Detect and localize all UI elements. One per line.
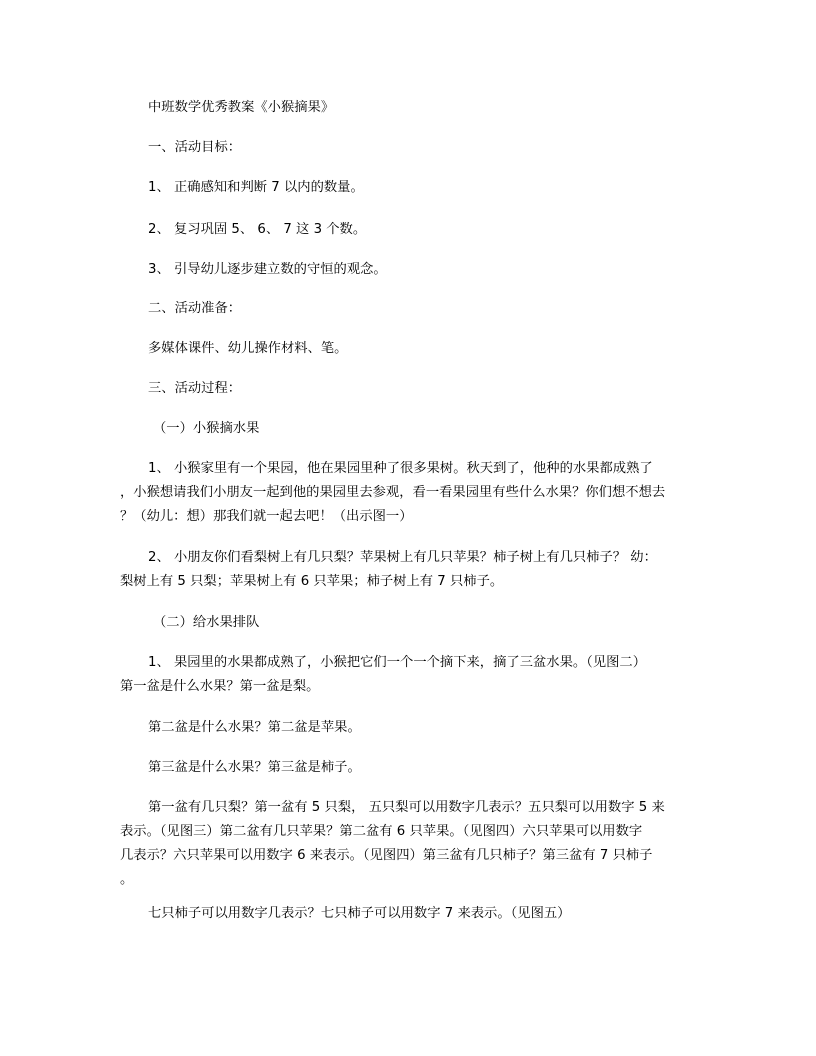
subsection-heading-monkey-picks-fruit: （一）小猴摘水果 [153,421,260,436]
document-title: 中班数学优秀教案《小猴摘果》 [148,100,335,115]
preparation-text: 多媒体课件、幼儿操作材料、笔。 [148,341,348,356]
paragraph-line: 1、 果园里的水果都成熟了，小猴把它们一个一个摘下来，摘了三盆水果。（见图二） [148,655,647,670]
section-heading-process: 三、活动过程： [148,381,242,396]
goal-item-3: 3、 引导幼儿逐步建立数的守恒的观念。 [148,262,387,277]
subsection-heading-line-up-fruit: （二）给水果排队 [153,615,260,630]
paragraph-line: 1、 小猴家里有一个果园，他在果园里种了很多果树。秋天到了，他种的水果都成熟了 [148,461,653,476]
paragraph-fruit-count-question [120,546,700,594]
paragraph-line: 几表示？六只苹果可以用数字 6 来表示。（见图四）第三盆有几只柿子？第三盆有 7 只柿子 [120,848,653,863]
paragraph-three-baskets [120,651,700,699]
goal-item-2: 2、 复习巩固 5、 6、 7 这 3 个数。 [148,222,367,237]
paragraph-orchard-intro [120,457,700,529]
paragraph-line: 第一盆有几只梨？第一盆有 5 只梨， 五只梨可以用数字几表示？五只梨可以用数字 5 来 [148,800,665,815]
paragraph-second-basket: 第二盆是什么水果？第二盆是苹果。 [148,720,361,735]
section-heading-preparation: 二、活动准备： [148,301,242,316]
paragraph-line: 梨树上有 5 只梨；苹果树上有 6 只苹果；柿子树上有 7 只柿子。 [120,574,504,589]
paragraph-line: 第一盆是什么水果？第一盆是梨。 [120,679,320,694]
goal-item-1: 1、 正确感知和判断 7 以内的数量。 [148,180,364,195]
paragraph-line: 2、 小朋友你们看梨树上有几只梨？苹果树上有几只苹果？柿子树上有几只柿子？ 幼： [148,550,657,565]
paragraph-line: 表示。（见图三）第二盆有几只苹果？第二盆有 6 只苹果。（见图四）六只苹果可以用数字 [120,824,643,839]
paragraph-line: 。 [120,872,134,887]
section-heading-goals: 一、活动目标： [148,140,242,155]
paragraph-counting-fruit [120,796,700,892]
paragraph-seven-persimmons: 七只柿子可以用数字几表示？七只柿子可以用数字 7 来表示。（见图五） [148,906,571,921]
paragraph-line: ？（幼儿：想）那我们就一起去吧！（出示图一） [120,509,413,524]
paragraph-third-basket: 第三盆是什么水果？第三盆是柿子。 [148,760,361,775]
paragraph-line: ，小猴想请我们小朋友一起到他的果园里去参观，看一看果园里有些什么水果？你们想不想去 [120,485,666,500]
